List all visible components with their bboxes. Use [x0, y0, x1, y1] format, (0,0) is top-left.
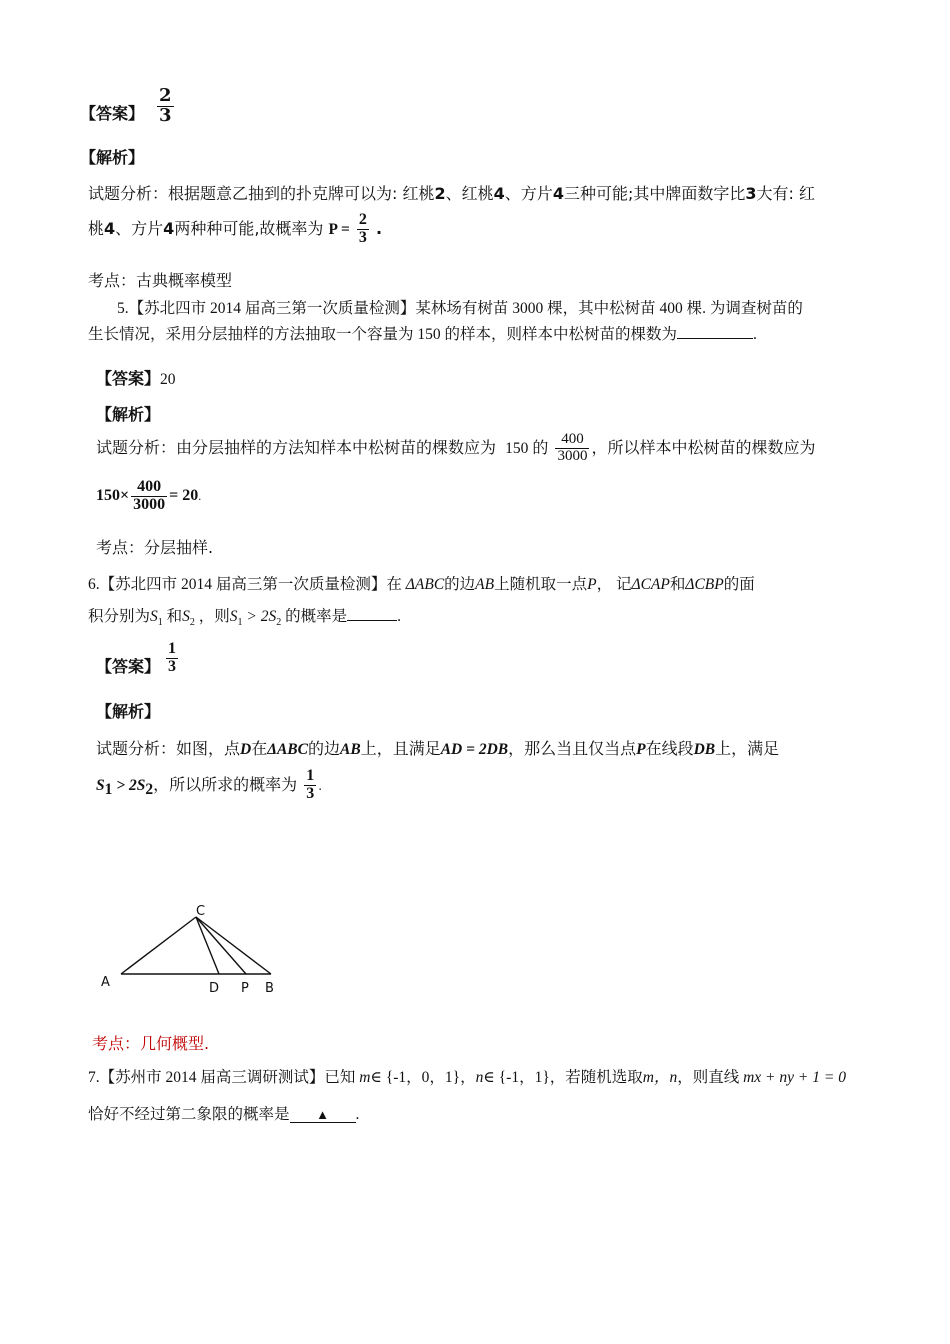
point-c-label: C: [196, 904, 206, 919]
analysis-line2-q6: $S_1 > 2S_2$，所以所求的概率为 $\frac{1}{3}$ .: [96, 767, 323, 802]
answer-label-q5: 【答案】20: [96, 369, 176, 388]
analysis-line2-q5: 150× $\frac{400}{3000}$ = 20.: [96, 478, 202, 513]
kaodian-q4: 考点：古典概率模型: [88, 271, 233, 290]
segment-ac: [121, 917, 196, 974]
segment-cp: [196, 917, 246, 974]
answer-blank: [290, 1106, 356, 1123]
question-5-line2: 生长情况，采用分层抽样的方法抽取一个容量为 150 的样本，则样本中松树苗的棵数为 .: [88, 326, 757, 343]
question-6-line1: 6.【苏北四市 2014 届高三第一次质量检测】在 ΔABC的边AB上随机取一点P， 记ΔCAP和ΔCBP的面: [88, 576, 755, 593]
analysis-label-q4: 【解析】: [80, 148, 145, 167]
answer-fraction-q4: [155, 87, 176, 126]
question-6-line2: 积分别为$S_1$ 和$S_2$ ，则$S_1 > 2S_2$ 的概率是 .: [88, 608, 402, 629]
answer-blank: [347, 606, 397, 621]
analysis-line1-q4: 试题分析：根据题意乙抽到的扑克牌可以为: 红桃2、红桃4、方片4三种可能;其中牌面数字比3大有: 红: [88, 184, 815, 203]
analysis-line1-q6: 试题分析：如图，点D在ΔABC的边AB上，且满足AD = 2DB，那么当且仅当点P在线段DB上，满足: [96, 739, 780, 758]
analysis-label-q5: 【解析】: [96, 405, 161, 424]
triangle-marker-icon: ▲: [316, 1107, 329, 1122]
triangle-figure: [95, 900, 295, 1000]
point-b-label: B: [265, 981, 274, 996]
question-7-line2: 恰好不经过第二象限的概率是 ▲ .: [88, 1106, 360, 1123]
point-p-label: P: [241, 981, 249, 996]
analysis-line2-q4: 桃4、方片4两种种可能,故概率为 P = $\frac{2}{3}$ .: [88, 211, 383, 246]
answer-label-q4: 【答案】: [80, 104, 145, 123]
answer-blank: [677, 324, 753, 339]
question-5-line1: 5.【苏北四市 2014 届高三第一次质量检测】某林场有树苗 3000 棵，其中松树苗 400 棵. 为调查树苗的: [117, 300, 803, 317]
fraction-denominator: 3: [159, 104, 172, 126]
kaodian-q5: 考点：分层抽样.: [96, 538, 214, 557]
question-7-line1: 7.【苏州市 2014 届高三调研测试】已知 m∈ {-1，0，1}，n∈ {-1，1}，若随机选取m，n，则直线 mx + ny + 1 = 0: [88, 1069, 846, 1086]
point-d-label: D: [209, 981, 220, 996]
analysis-line1-q5: 试题分析：由分层抽样的方法知样本中松树苗的棵数应为 150 的 $\frac{400}{3000}$ ，所以样本中松树苗的棵数应为: [96, 431, 816, 464]
analysis-label-q6: 【解析】: [96, 702, 161, 721]
answer-fraction-q6: $\frac{1}{3}$: [168, 640, 176, 675]
answer-label-q6: 【答案】: [96, 657, 161, 676]
kaodian-q6: 考点：几何概型.: [92, 1034, 210, 1053]
fraction-numerator: 2: [159, 85, 172, 106]
point-a-label: A: [101, 975, 110, 990]
